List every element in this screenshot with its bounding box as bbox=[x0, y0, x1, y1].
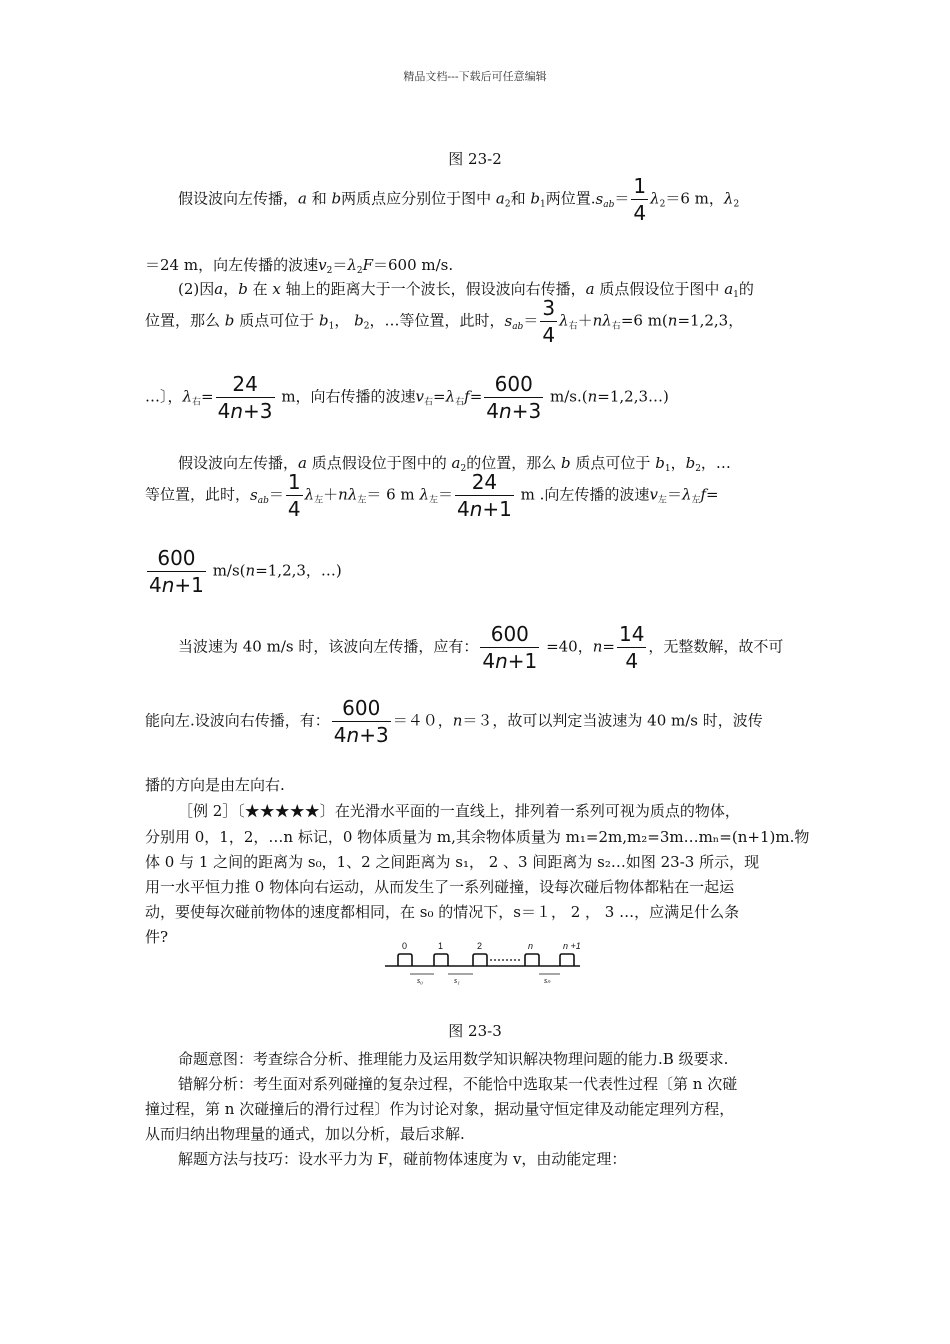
para3-line2: 等位置，此时，$s_{ab}=$ $\frac{1}{4}$ $\lambda_左+n\lambda_左= 6$ m $\lambda_左=$ $\frac{24}{4n+1}$ m .向左传播的波速$v_左=\lambda_左f=$ bbox=[145, 470, 719, 521]
block-1 bbox=[434, 954, 448, 966]
fraction-1-4: $\frac{1}{4}$ bbox=[633, 174, 647, 225]
para6: 播的方向是由左向右. bbox=[145, 776, 285, 794]
fraction-600-4n1b: $\frac{600}{4n+1}$ bbox=[482, 622, 538, 673]
para2-line3: …〕，$\lambda_右=$ $\frac{24}{4n+3}$ m，向右传播的波速$v_右=\lambda_右f=$ $\frac{600}{4n+3}$ m/s.(n=1,2,3…) bbox=[145, 372, 669, 423]
diagram-label-2: 2 bbox=[477, 941, 483, 951]
page-header: 精品文档---下载后可任意编辑 bbox=[403, 70, 547, 83]
diagram-label-1: 1 bbox=[438, 941, 444, 951]
fraction-24-4n1: $\frac{24}{4n+1}$ bbox=[456, 470, 512, 521]
block-n bbox=[525, 954, 539, 966]
figure-caption-23-2: 图 23-2 bbox=[448, 150, 502, 168]
gap-label-s0: s₀ bbox=[417, 976, 423, 985]
fraction-14-4: $\frac{14}{4}$ bbox=[618, 622, 645, 673]
diagram-label-0: 0 bbox=[402, 941, 408, 951]
example2-line2: 分别用 0，1，2，…n 标记，0 物体质量为 m,其余物体质量为 m₁=2m,m₂=3m…mₙ=(n+1)m.物 bbox=[145, 828, 810, 846]
fraction-24-4n3: $\frac{24}{4n+3}$ bbox=[217, 372, 273, 423]
diagram-label-n: n bbox=[528, 941, 534, 951]
para5-line1: 能向左.设波向右传播，有： $\frac{600}{4n+3}$ ＝４０，n＝３，故可以判定当波速为 40 m/s 时，波传 bbox=[145, 696, 763, 747]
gap-label-sn: sₙ bbox=[544, 976, 551, 985]
figure-caption-23-3: 图 23-3 bbox=[448, 1022, 502, 1040]
para2-line2: 位置，那么 b 质点可位于 $b_1$， $b_2$，…等位置，此时，$s_{ab}=$ $\frac{3}{4}$ $\lambda_右+n\lambda_右=6$ m(n=1,2,3， bbox=[145, 296, 744, 347]
error-line3: 从而归纳出物理量的通式，加以分析，最后求解. bbox=[145, 1125, 465, 1143]
block-n1 bbox=[560, 954, 574, 966]
example2-line4: 用一水平恒力推 0 物体向右运动，从而发生了一系列碰撞，设每次碰后物体都粘在一起运 bbox=[145, 878, 735, 896]
para2-line1: (2)因a，b 在 x 轴上的距离大于一个波长，假设波向右传播，a 质点假设位于图中 $a_1$的 bbox=[178, 280, 754, 300]
fraction-1-4b: $\frac{1}{4}$ bbox=[287, 470, 301, 521]
para1-line2: ＝24 m，向左传播的波速$v_2=\lambda_2F=600$ m/s. bbox=[145, 256, 454, 276]
intent-line: 命题意图：考查综合分析、推理能力及运用数学知识解决物理问题的能力.B 级要求. bbox=[178, 1050, 729, 1068]
fraction-600-4n3: $\frac{600}{4n+3}$ bbox=[486, 372, 542, 423]
example2-line6: 件? bbox=[145, 928, 169, 946]
block-2 bbox=[473, 954, 487, 966]
example2-line1: ［例 2］〔★★★★★〕在光滑水平面的一直线上，排列着一系列可视为质点的物体， bbox=[178, 802, 740, 820]
para3-line3: $\frac{600}{4n+1}$ m/s(n=1,2,3，…) bbox=[149, 546, 342, 597]
example2-line5: 动，要使每次碰前物体的速度都相同，在 s₀ 的情况下，s＝１， 2 ， 3 …，应满足什么条 bbox=[145, 903, 740, 921]
method-line: 解题方法与技巧：设水平力为 F，碰前物体速度为 v，由动能定理： bbox=[178, 1150, 627, 1168]
para1-line1: 假设波向左传播，a 和 b两质点应分别位于图中 $a_2$和 $b_1$两位置$.s_{ab}=$ $\frac{1}{4}$ $\lambda_2=6$ m，$\lambda_2$ bbox=[178, 174, 740, 225]
gap-label-s1: s₁ bbox=[454, 976, 460, 985]
fraction-600-4n3b: $\frac{600}{4n+3}$ bbox=[333, 696, 389, 747]
fraction-3-4: $\frac{3}{4}$ bbox=[542, 296, 556, 347]
diagram-label-n1: n +1 bbox=[563, 941, 581, 951]
error-line1: 错解分析：考生面对系列碰撞的复杂过程，不能恰中选取某一代表性过程〔第 n 次碰 bbox=[178, 1075, 738, 1093]
fraction-600-4n1: $\frac{600}{4n+1}$ bbox=[149, 546, 204, 597]
collision-diagram bbox=[380, 940, 585, 986]
example2-line3: 体 0 与 1 之间的距离为 s₀，1、2 之间距离为 s₁， 2 、3 间距离为 s₂…如图 23-3 所示，现 bbox=[145, 853, 760, 871]
block-0 bbox=[398, 954, 412, 966]
para3-line1: 假设波向左传播，a 质点假设位于图中的 $a_2$的位置，那么 b 质点可位于 $b_1$，$b_2$，… bbox=[178, 454, 731, 474]
error-line2: 撞过程，第 n 次碰撞后的滑行过程〕作为讨论对象，据动量守恒定律及动能定理列方程， bbox=[145, 1100, 735, 1118]
para4-line1: 当波速为 40 m/s 时，该波向左传播，应有： $\frac{600}{4n+1}$ =40，n= $\frac{14}{4}$ ，无整数解，故不可 bbox=[178, 622, 784, 673]
